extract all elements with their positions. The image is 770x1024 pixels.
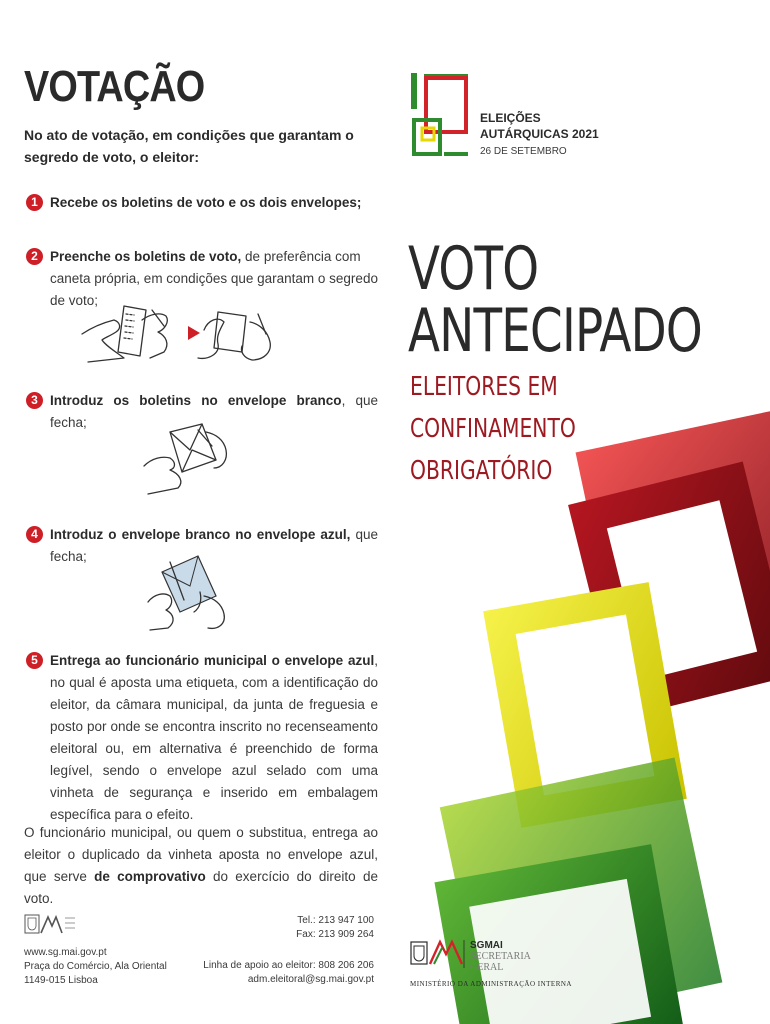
sgmai-name — [470, 940, 531, 973]
step-bold-text: Introduz o envelope branco no envelope azul, — [50, 527, 351, 542]
step-number-badge: 1 — [26, 194, 43, 211]
cover-subtitle-line2: CONFINAMENTO — [410, 414, 576, 444]
step-bold-text: Preenche os boletins de voto, — [50, 249, 242, 264]
illustration-white-envelope — [140, 418, 232, 496]
step-number-badge: 2 — [26, 248, 43, 265]
closing-paragraph — [24, 822, 378, 910]
closing-text-end: do exercício do direito de voto. — [24, 869, 378, 906]
illustration-filling-ballot — [80, 300, 294, 364]
step-bold-text: Entrega ao funcionário municipal o envelope azul — [50, 653, 375, 668]
intro-text: No ato de votação, em condições que garantam o segredo de voto, o eleitor: — [24, 127, 354, 165]
step-text: de preferência com caneta própria, em condições que garantam o segredo de voto; — [50, 249, 378, 308]
ministry-name: MINISTÉRIO DA ADMINISTRAÇÃO INTERNA — [410, 980, 572, 988]
illustration-blue-envelope — [144, 552, 230, 632]
sgmai-acronym: SGMAI — [470, 940, 503, 951]
cover-title — [408, 234, 702, 366]
footer-tel: Tel.: 213 947 100 — [297, 915, 374, 926]
footer-sgmai-logo — [24, 914, 76, 941]
closing-bold-text: de comprovativo — [94, 869, 206, 884]
cover-title-line1: VOTO — [408, 234, 539, 304]
page-title: VOTAÇÃO — [24, 62, 205, 111]
sgmai-line2: GERAL — [470, 962, 504, 973]
sgmai-logo — [410, 938, 468, 979]
step-number-badge: 5 — [26, 652, 43, 669]
footer-email[interactable]: adm.eleitoral@sg.mai.gov.pt — [247, 974, 374, 985]
footer-website[interactable]: www.sg.mai.gov.pt — [24, 947, 107, 958]
footer-fax: Fax: 213 909 264 — [296, 929, 374, 940]
cover-subtitle-line3: OBRIGATÓRIO — [410, 456, 553, 486]
footer-address-line1: Praça do Comércio, Ala Oriental — [24, 961, 167, 972]
cover-subtitle-line1: ELEITORES EM — [410, 372, 558, 402]
closing-text: O funcionário municipal, ou quem o substitua, entrega ao eleitor o duplicado da vinheta aposta no envelope azul, que serve — [24, 825, 378, 884]
step-number-badge: 4 — [26, 526, 43, 543]
elections-line1: ELEIÇÕES — [480, 111, 541, 125]
step-text: , que fecha; — [50, 393, 378, 430]
step-5 — [26, 650, 378, 826]
step-text: , no qual é aposta uma etiqueta, com a identificação do eleitor, da câmara municipal, da junta de freguesia e posto por onde se encontra inscrito no recenseamento eleitoral ou, em alternativa é preenchido de forma legível, sendo o envelope azul selado com uma vinheta de segurança e inserido em embalagem específica para o efeito. — [50, 653, 378, 822]
decorative-squares-graphic — [420, 400, 770, 1024]
step-bold-text: Recebe os boletins de voto e os dois envelopes; — [50, 195, 362, 210]
footer-help-block — [203, 959, 374, 987]
sgmai-line1: SECRETARIA — [470, 951, 531, 962]
step-text: que fecha; — [50, 527, 378, 564]
elections-logo — [406, 70, 472, 165]
elections-date: 26 DE SETEMBRO — [480, 146, 567, 157]
footer-address-line2: 1149-015 Lisboa — [24, 975, 98, 986]
cover-title-line2: ANTECIPADO — [408, 296, 702, 366]
elections-line2: AUTÁRQUICAS 2021 — [480, 127, 599, 141]
step-1 — [26, 192, 378, 214]
footer-contact-left — [24, 946, 167, 988]
elections-title — [480, 110, 599, 142]
step-bold-text: Introduz os boletins no envelope branco — [50, 393, 342, 408]
step-number-badge: 3 — [26, 392, 43, 409]
footer-helpline: Linha de apoio ao eleitor: 808 206 206 — [203, 960, 374, 971]
footer-phone-block — [296, 914, 374, 942]
